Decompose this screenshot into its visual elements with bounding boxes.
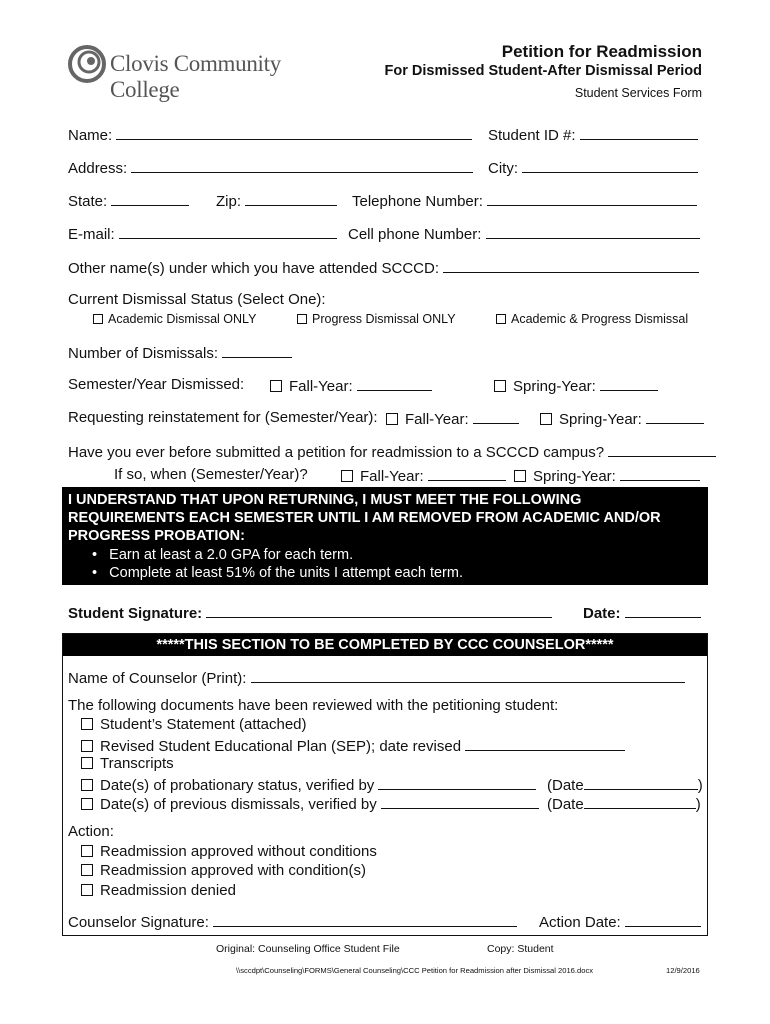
action-date-row bbox=[539, 912, 701, 932]
address-label: Address: bbox=[68, 160, 128, 177]
student-id-field[interactable] bbox=[580, 125, 698, 140]
action-approved bbox=[81, 843, 377, 861]
dismissals-verified-field[interactable] bbox=[381, 794, 539, 809]
counselor-signature-label: Counselor Signature: bbox=[68, 914, 209, 931]
semester-dismissed-fall bbox=[270, 376, 432, 396]
action-label: Action: bbox=[68, 823, 114, 840]
student-signature-row bbox=[68, 603, 552, 623]
college-name: Clovis Community College bbox=[110, 51, 281, 102]
doc-previous-dismissals bbox=[81, 794, 539, 814]
email-row bbox=[68, 224, 337, 244]
reinstatement-spring bbox=[540, 409, 704, 429]
checkbox-icon[interactable] bbox=[494, 380, 506, 392]
doc-label: Revised Student Educational Plan (SEP); date revised bbox=[100, 738, 462, 755]
semester-dismissed-label: Semester/Year Dismissed: bbox=[68, 376, 245, 393]
counselor-section bbox=[62, 633, 708, 936]
cell-phone-label: Cell phone Number: bbox=[348, 226, 482, 243]
date-field[interactable] bbox=[625, 603, 701, 618]
dismissal-option-progress[interactable] bbox=[297, 312, 456, 326]
city-label: City: bbox=[488, 160, 518, 177]
checkbox-icon[interactable] bbox=[81, 884, 93, 896]
requirements-heading-3: PROGRESS PROBATION: bbox=[68, 528, 245, 544]
doc-sep bbox=[81, 736, 625, 756]
name-field[interactable] bbox=[116, 125, 472, 140]
fall-year-field[interactable] bbox=[357, 376, 432, 391]
previous-petition-question: Have you ever before submitted a petition for readmission to a SCCCD campus? bbox=[68, 444, 605, 461]
telephone-label: Telephone Number: bbox=[352, 193, 483, 210]
checkbox-icon[interactable] bbox=[341, 470, 353, 482]
fall-year-label: Fall-Year: bbox=[360, 468, 424, 485]
semester-dismissed-spring bbox=[494, 376, 658, 396]
dismissal-status-label: Current Dismissal Status (Select One): bbox=[68, 291, 326, 308]
city-row bbox=[488, 158, 698, 178]
number-of-dismissals-row bbox=[68, 343, 292, 363]
spring-year-field[interactable] bbox=[620, 466, 700, 481]
name-row bbox=[68, 125, 472, 145]
student-id-label: Student ID #: bbox=[488, 127, 576, 144]
doc-probationary bbox=[81, 775, 536, 795]
checkbox-icon[interactable] bbox=[270, 380, 282, 392]
requirements-heading-2: REQUIREMENTS EACH SEMESTER UNTIL I AM REMOVED FROM ACADEMIC AND/OR bbox=[68, 510, 661, 526]
cell-phone-row bbox=[348, 224, 700, 244]
reinstatement-label: Requesting reinstatement for (Semester/Year): bbox=[68, 409, 378, 426]
fall-year-field[interactable] bbox=[428, 466, 506, 481]
form-title: Petition for Readmission bbox=[501, 42, 702, 61]
footer-original: Original: Counseling Office Student File bbox=[216, 943, 400, 955]
checkbox-icon[interactable] bbox=[514, 470, 526, 482]
previous-petition-field[interactable] bbox=[608, 442, 716, 457]
telephone-row bbox=[352, 191, 697, 211]
requirement-bullet-2 bbox=[92, 564, 463, 582]
state-label: State: bbox=[68, 193, 108, 210]
requirements-heading-1: I UNDERSTAND THAT UPON RETURNING, I MUST MEET THE FOLLOWING bbox=[68, 492, 582, 508]
other-names-row bbox=[68, 258, 699, 278]
checkbox-icon[interactable] bbox=[386, 413, 398, 425]
number-of-dismissals-label: Number of Dismissals: bbox=[68, 345, 219, 362]
state-row bbox=[68, 191, 189, 211]
spring-year-field[interactable] bbox=[600, 376, 658, 391]
doc-student-statement bbox=[81, 716, 307, 734]
probationary-date-field[interactable] bbox=[584, 775, 698, 790]
spring-year-label: Spring-Year: bbox=[559, 411, 642, 428]
previous-petition-row bbox=[68, 442, 716, 462]
action-option-label: Readmission denied bbox=[100, 882, 236, 899]
doc-previous-dismissals-date: (Date ) bbox=[547, 796, 701, 813]
number-of-dismissals-field[interactable] bbox=[222, 343, 292, 358]
checkbox-icon[interactable] bbox=[93, 314, 103, 324]
checkbox-icon[interactable] bbox=[81, 718, 93, 730]
dismissal-option-academic[interactable] bbox=[93, 312, 256, 326]
doc-probationary-date: (Date ) bbox=[547, 777, 703, 794]
footer-copy: Copy: Student bbox=[487, 943, 554, 955]
college-logo bbox=[68, 45, 318, 102]
action-date-field[interactable] bbox=[625, 912, 701, 927]
spring-year-label: Spring-Year: bbox=[533, 468, 616, 485]
student-signature-field[interactable] bbox=[206, 603, 552, 618]
other-names-field[interactable] bbox=[443, 258, 699, 273]
action-approved-conditions bbox=[81, 862, 366, 880]
spring-year-field[interactable] bbox=[646, 409, 704, 424]
reinstatement-fall bbox=[386, 409, 519, 429]
other-names-label: Other name(s) under which you have attended SCCCD: bbox=[68, 260, 440, 277]
footer-path: \\sccdpt\Counseling\FORMS\General Counseling\CCC Petition for Readmission after Dismissal 2016.docx bbox=[236, 966, 594, 975]
cell-phone-field[interactable] bbox=[486, 224, 700, 239]
requirement-bullet-1 bbox=[92, 546, 353, 564]
sep-date-field[interactable] bbox=[465, 736, 625, 751]
bullet-text: Complete at least 51% of the units I attempt each term. bbox=[109, 565, 463, 581]
date-label: Date: bbox=[583, 605, 621, 622]
checkbox-icon[interactable] bbox=[81, 845, 93, 857]
state-field[interactable] bbox=[111, 191, 189, 206]
address-field[interactable] bbox=[131, 158, 473, 173]
address-row bbox=[68, 158, 473, 178]
zip-row bbox=[216, 191, 337, 211]
doc-label: Student’s Statement (attached) bbox=[100, 716, 307, 733]
zip-label: Zip: bbox=[216, 193, 242, 210]
previous-petition-fall bbox=[341, 466, 506, 486]
action-date-label: Action Date: bbox=[539, 914, 621, 931]
checkbox-icon[interactable] bbox=[81, 757, 93, 769]
checkbox-icon[interactable] bbox=[297, 314, 307, 324]
counselor-signature-field[interactable] bbox=[213, 912, 517, 927]
previous-petition-if-so: If so, when (Semester/Year)? bbox=[114, 466, 308, 483]
previous-petition-spring bbox=[514, 466, 700, 486]
option-label: Progress Dismissal ONLY bbox=[312, 312, 456, 326]
doc-label: Date(s) of probationary status, verified by bbox=[100, 777, 375, 794]
dismissal-option-both[interactable] bbox=[496, 312, 688, 326]
checkbox-icon[interactable] bbox=[81, 779, 93, 791]
probationary-verified-field[interactable] bbox=[378, 775, 536, 790]
counselor-name-label: Name of Counselor (Print): bbox=[68, 670, 247, 687]
form-subtitle: For Dismissed Student-After Dismissal Period bbox=[384, 63, 702, 79]
checkbox-icon[interactable] bbox=[496, 314, 506, 324]
bullet-icon: • bbox=[92, 565, 98, 581]
form-type: Student Services Form bbox=[574, 86, 702, 100]
doc-label: Transcripts bbox=[100, 755, 174, 772]
bullet-text: Earn at least a 2.0 GPA for each term. bbox=[109, 547, 354, 563]
checkbox-icon[interactable] bbox=[81, 740, 93, 752]
action-denied bbox=[81, 882, 236, 900]
fall-year-label: Fall-Year: bbox=[405, 411, 469, 428]
city-field[interactable] bbox=[522, 158, 698, 173]
spring-year-label: Spring-Year: bbox=[513, 378, 596, 395]
zip-field[interactable] bbox=[245, 191, 337, 206]
telephone-field[interactable] bbox=[487, 191, 697, 206]
checkbox-icon[interactable] bbox=[81, 798, 93, 810]
option-label: Academic Dismissal ONLY bbox=[108, 312, 257, 326]
doc-label: Date(s) of previous dismissals, verified by bbox=[100, 796, 377, 813]
student-signature-label: Student Signature: bbox=[68, 605, 203, 622]
checkbox-icon[interactable] bbox=[540, 413, 552, 425]
action-option-label: Readmission approved with condition(s) bbox=[100, 862, 366, 879]
email-label: E-mail: bbox=[68, 226, 115, 243]
email-field[interactable] bbox=[119, 224, 337, 239]
fall-year-label: Fall-Year: bbox=[289, 378, 353, 395]
documents-label: The following documents have been reviewed with the petitioning student: bbox=[68, 697, 559, 714]
fall-year-field[interactable] bbox=[473, 409, 519, 424]
option-label: Academic & Progress Dismissal bbox=[511, 312, 689, 326]
logo-swirl-icon bbox=[68, 45, 106, 83]
dismissals-date-field[interactable] bbox=[584, 794, 696, 809]
requirements-box bbox=[62, 487, 708, 585]
doc-transcripts bbox=[81, 755, 174, 773]
student-id-row bbox=[488, 125, 698, 145]
counselor-signature-row bbox=[68, 912, 517, 932]
bullet-icon: • bbox=[92, 547, 98, 563]
counselor-name-row bbox=[68, 668, 685, 688]
footer-date: 12/9/2016 bbox=[666, 966, 700, 975]
action-option-label: Readmission approved without conditions bbox=[100, 843, 377, 860]
name-label: Name: bbox=[68, 127, 113, 144]
checkbox-icon[interactable] bbox=[81, 864, 93, 876]
counselor-name-field[interactable] bbox=[251, 668, 685, 683]
student-date-row bbox=[583, 603, 701, 623]
counselor-section-title: *****THIS SECTION TO BE COMPLETED BY CCC COUNSELOR***** bbox=[63, 634, 707, 656]
